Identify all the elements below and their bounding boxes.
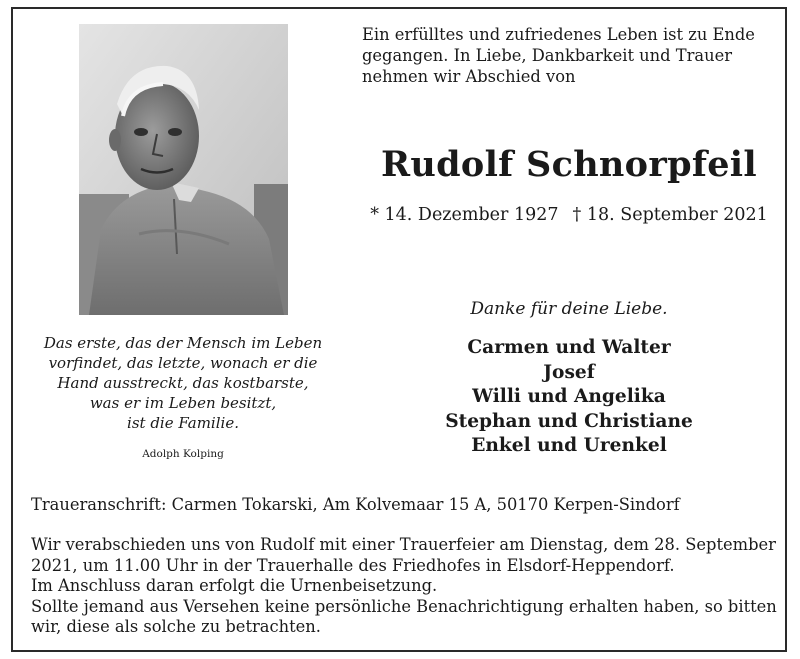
family-list: [362, 336, 776, 459]
portrait-image: [79, 24, 288, 315]
quote-line: vorfindet, das letzte, wonach er die: [48, 354, 318, 372]
quote-author: Adolph Kolping: [142, 448, 224, 460]
quote-line: ist die Familie.: [127, 414, 239, 432]
notice-line: 2021, um 11.00 Uhr in der Trauerhalle des Friedhofes in Elsdorf-Heppendorf.: [31, 555, 675, 575]
mourning-address: Traueranschrift: Carmen Tokarski, Am Kolvemaar 15 A, 50170 Kerpen-Sindorf: [31, 495, 680, 514]
notice-line: wir, diese als solche zu betrachten.: [31, 617, 321, 636]
family-member: Josef: [543, 361, 595, 383]
intro-line: nehmen wir Abschied von: [362, 67, 576, 86]
notice-line: Sollte jemand aus Versehen keine persönliche Benachrichtigung erhalten haben, so bitten: [31, 596, 777, 616]
family-member: Carmen und Walter: [467, 337, 671, 358]
birth-date: * 14. Dezember 1927: [370, 205, 559, 225]
family-member: Enkel und Urenkel: [471, 435, 667, 457]
quote: [22, 333, 344, 433]
portrait-photo: [79, 24, 288, 315]
notice-line: Wir verabschieden uns von Rudolf mit einer Trauerfeier am Dienstag, dem 28. September: [31, 535, 776, 554]
life-dates: [362, 205, 776, 225]
death-date: † 18. September 2021: [572, 205, 768, 225]
intro-line: Ein erfülltes und zufriedenes Leben ist zu Ende: [362, 25, 755, 44]
quote-line: Das erste, das der Mensch im Leben: [43, 334, 323, 352]
deceased-name: Rudolf Schnorpfeil: [381, 144, 757, 185]
quote-line: Hand ausstreckt, das kostbarste,: [57, 374, 309, 392]
quote-line: was er im Leben besitzt,: [89, 394, 277, 412]
funeral-notice: [31, 535, 781, 638]
family-member: Willi und Angelika: [472, 386, 666, 408]
intro-line: gegangen. In Liebe, Dankbarkeit und Trauer: [362, 46, 732, 65]
notice-line: Im Anschluss daran erfolgt die Urnenbeisetzung.: [31, 576, 438, 595]
thanks-line: Danke für deine Liebe.: [470, 299, 668, 319]
family-member: Stephan und Christiane: [445, 410, 693, 432]
intro-text: [362, 24, 776, 87]
